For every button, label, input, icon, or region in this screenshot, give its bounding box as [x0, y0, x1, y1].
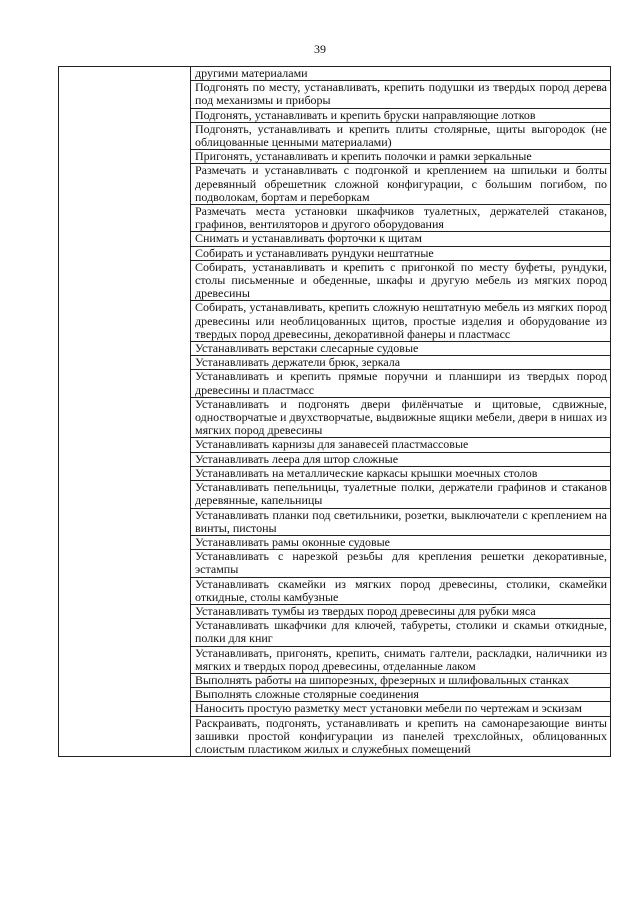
- table-left-column-cell: [59, 67, 191, 757]
- task-cell: Подгонять по месту, устанавливать, крепить подушки из твердых пород дерева под механизмы и приборы: [191, 81, 611, 108]
- task-cell: Подгонять, устанавливать и крепить плиты столярные, щиты выгородок (не облицованные ценными материалами): [191, 122, 611, 149]
- task-cell: Пригонять, устанавливать и крепить полочки и рамки зеркальные: [191, 150, 611, 164]
- page-number: 39: [314, 42, 326, 56]
- task-cell: Устанавливать скамейки из мягких пород древесины, столики, скамейки откидные, столы камбузные: [191, 577, 611, 604]
- task-cell: Наносить простую разметку мест установки мебели по чертежам и эскизам: [191, 702, 611, 716]
- task-cell: Устанавливать пепельницы, туалетные полки, держатели графинов и стаканов деревянные, капельницы: [191, 481, 611, 508]
- task-cell: Устанавливать с нарезкой резьбы для крепления решетки декоративные, эстампы: [191, 550, 611, 577]
- task-cell: другими материалами: [191, 67, 611, 81]
- task-cell: Устанавливать леера для штор сложные: [191, 452, 611, 466]
- task-cell: Устанавливать рамы оконные судовые: [191, 535, 611, 549]
- task-cell: Устанавливать карнизы для занавесей пластмассовые: [191, 438, 611, 452]
- task-cell: Устанавливать тумбы из твердых пород древесины для рубки мяса: [191, 604, 611, 618]
- task-cell: Устанавливать, пригонять, крепить, снимать галтели, раскладки, наличники из мягких и твердых пород древесины, отделанные лаком: [191, 646, 611, 673]
- task-cell: Устанавливать держатели брюк, зеркала: [191, 356, 611, 370]
- task-cell: Устанавливать и подгонять двери филёнчатые и щитовые, сдвижные, одностворчатые и двухстворчатые, выдвижные ящики мебели, двери в нишах из мягких пород древесины: [191, 397, 611, 438]
- task-cell: Собирать и устанавливать рундуки нештатные: [191, 246, 611, 260]
- task-cell: Выполнять работы на шипорезных, фрезерных и шлифовальных станках: [191, 673, 611, 687]
- work-tasks-table: [58, 66, 611, 757]
- task-cell: Снимать и устанавливать форточки к щитам: [191, 232, 611, 246]
- task-cell: Устанавливать шкафчики для ключей, табуреты, столики и скамьи откидные, полки для книг: [191, 619, 611, 646]
- task-cell: Раскраивать, подгонять, устанавливать и крепить на самонарезающие винты зашивки простой конфигурации из панелей трехслойных, облицованных слоистым пластиком жилых и служебных помещений: [191, 716, 611, 757]
- task-cell: Размечать и устанавливать с подгонкой и креплением на шпильки и болты деревянный обрешетник сложной конфигурации, с большим погибом, по подволокам, бортам и переборкам: [191, 164, 611, 205]
- table-row: [59, 67, 611, 81]
- task-cell: Устанавливать и крепить прямые поручни и планшири из твердых пород древесины и пластмасс: [191, 370, 611, 397]
- task-cell: Выполнять сложные столярные соединения: [191, 688, 611, 702]
- task-cell: Подгонять, устанавливать и крепить бруски направляющие лотков: [191, 108, 611, 122]
- task-cell: Устанавливать на металлические каркасы крышки моечных столов: [191, 466, 611, 480]
- task-cell: Размечать места установки шкафчиков туалетных, держателей стаканов, графинов, вентиляторов и другого оборудования: [191, 205, 611, 232]
- task-cell: Собирать, устанавливать, крепить сложную нештатную мебель из мягких пород древесины или необлицованных щитов, простые изделия и оборудование из твердых пород древесины, декоративной фанеры и пластмасс: [191, 301, 611, 342]
- task-cell: Устанавливать планки под светильники, розетки, выключатели с креплением на винты, пистоны: [191, 508, 611, 535]
- task-cell: Собирать, устанавливать и крепить с пригонкой по месту буфеты, рундуки, столы письменные и обеденные, шкафы и другую мебель из мягких пород древесины: [191, 260, 611, 301]
- task-cell: Устанавливать верстаки слесарные судовые: [191, 342, 611, 356]
